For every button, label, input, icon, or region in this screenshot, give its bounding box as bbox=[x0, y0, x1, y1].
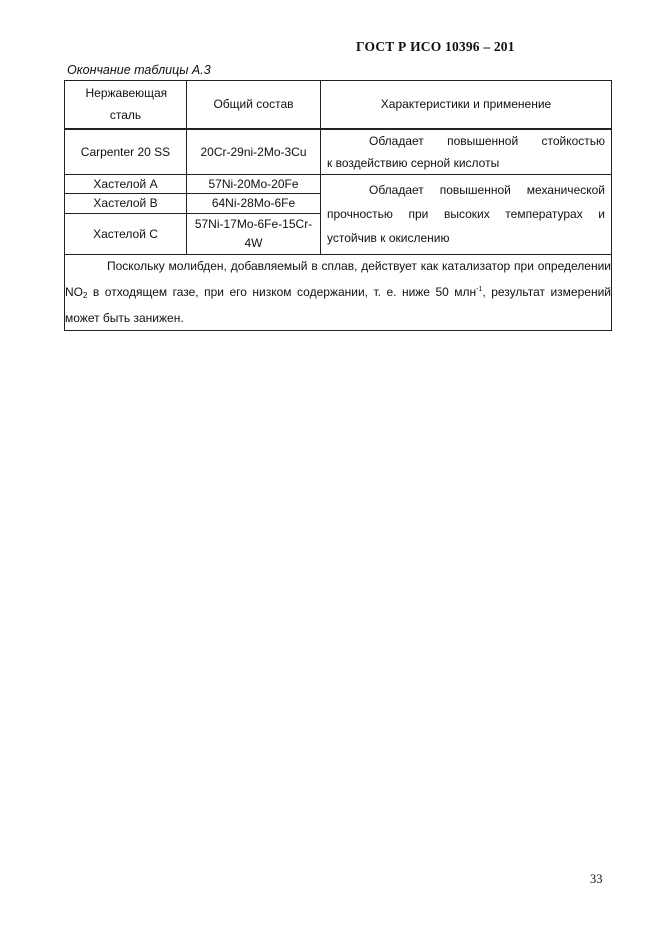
cell-steel-name: Хастелой В bbox=[65, 193, 187, 213]
cell-steel-name: Хастелой А bbox=[65, 174, 187, 193]
note-superscript: -1 bbox=[476, 285, 483, 293]
table-row bbox=[65, 129, 612, 175]
header-composition: Общий состав bbox=[187, 81, 321, 129]
composition-text: 57Ni-17Mo-6Fe-15Cr-4W bbox=[194, 216, 313, 250]
document-header: ГОСТ Р ИСО 10396 – 201 bbox=[356, 39, 515, 54]
cell-composition: 20Cr-29ni-2Mo-3Cu bbox=[187, 129, 321, 175]
cell-steel-name: Carpenter 20 SS bbox=[65, 129, 187, 175]
characteristics-line: Обладает повышенной механической bbox=[369, 183, 605, 197]
characteristics-line: прочностью при высоких температурах и bbox=[327, 207, 605, 221]
characteristics-line: к воздействию серной кислоты bbox=[327, 155, 500, 170]
cell-composition: 64Ni-28Mo-6Fe bbox=[187, 193, 321, 213]
note-text: , результат измерений может быть занижен. bbox=[65, 284, 611, 325]
note-text: Поскольку молибден, добавляемый в сплав, действует как катализатор при определении NO bbox=[65, 258, 611, 299]
note-subscript: 2 bbox=[83, 290, 88, 300]
header-steel-text: Нержавеющая сталь bbox=[85, 86, 168, 123]
table-header-row bbox=[65, 81, 612, 129]
table-caption: Окончание таблицы А.3 bbox=[67, 63, 211, 77]
steel-table bbox=[64, 80, 612, 331]
cell-composition bbox=[187, 213, 321, 254]
characteristics-line: устойчив к окислению bbox=[327, 231, 450, 245]
cell-characteristics bbox=[321, 129, 612, 175]
header-steel bbox=[65, 81, 187, 129]
table-note bbox=[65, 254, 612, 330]
header-characteristics: Характеристики и применение bbox=[321, 81, 612, 129]
cell-characteristics bbox=[321, 174, 612, 254]
characteristics-line: Обладает повышенной стойкостью bbox=[369, 133, 605, 148]
note-row bbox=[65, 254, 612, 330]
note-text: в отходящем газе, при его низком содержании, т. е. ниже 50 млн bbox=[87, 284, 477, 299]
cell-composition: 57Ni-20Mo-20Fe bbox=[187, 174, 321, 193]
page-number: 33 bbox=[590, 872, 603, 886]
cell-steel-name: Хастелой С bbox=[65, 213, 187, 254]
table-row bbox=[65, 174, 612, 193]
note-paragraph bbox=[65, 255, 611, 330]
